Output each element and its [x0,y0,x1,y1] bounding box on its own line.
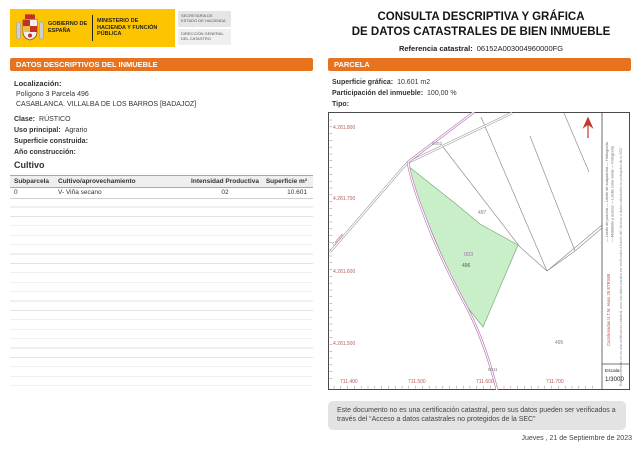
map-y-label: 4.281.700 [333,196,356,202]
map-x-label: 711.500 [408,379,426,385]
superficie-grafica-label: Superficie gráfica: [332,79,394,86]
ministerio-wordmark: MINISTERIO DE HACIENDA Y FUNCIÓN PÚBLICA [97,17,158,38]
superficie-construida-label: Superficie construida: [14,138,88,145]
map-y-label: 4.281.500 [333,341,356,347]
anio-construccion-label: Año construcción: [14,149,76,156]
ref-catastral-value: 06152A003004960000FG [476,43,564,53]
cell-cultivo: V- Viña secano [58,189,102,196]
road-parcel-label: 9011 [488,367,498,372]
ref-catastral [330,44,632,53]
map-x-label: 711.400 [340,379,358,385]
empty-table-rows [10,198,313,388]
cell-subparcela: 0 [14,189,18,196]
doc-title-line1: CONSULTA DESCRIPTIVA Y GRÁFICA [377,11,585,23]
scale-label: Escala: [605,369,621,374]
gobierno-wordmark: GOBIERNO DE ESPAÑA [48,21,88,34]
uso-principal-value: Agrario [64,127,88,134]
superficie-grafica-value: 10.601 m2 [397,79,431,86]
neighbor-parcel-label: 497 [478,210,487,216]
localizacion-label: Localización: [14,79,62,88]
cell-superficie: 10.601 [287,189,307,196]
banner-divider [92,15,93,41]
col-intensidad: Intensidad Productiva [191,178,259,185]
clase-label: Clase: [14,116,36,123]
col-subparcela: Subparcela [14,178,50,185]
spain-coat-of-arms-icon [15,12,45,44]
uso-principal-field [14,127,87,134]
participacion-field [332,90,457,97]
col-superficie: Superficie m² [265,178,307,185]
map-legend-line1: — Límite de parcela — Límite de subparcela — Hidrografía [605,142,609,242]
cadastral-map [328,112,630,390]
scale-value: 1/3000 [605,376,624,383]
doc-title-line2: DE DATOS CATASTRALES DE BIEN INMUEBLE [351,25,611,38]
section-header-datos-descriptivos: DATOS DESCRIPTIVOS DEL INMUEBLE [10,58,313,71]
doc-date: Jueves , 21 de Septiembre de 2023 [521,435,632,442]
cultivo-table [10,175,313,199]
cultivo-title: Cultivo [14,160,45,170]
col-cultivo: Cultivo/aprovechamiento [58,178,136,185]
doc-title-block [330,10,632,53]
map-legend-line2: — Mobiliario y aceras — Límite zona verde — Fotografía [610,146,615,242]
cultivo-table-header [10,175,313,188]
map-side-note: Este documento no es una certificación catastral, pero sus datos pueden ser verificados a través del “Acceso a datos catastrales no protegidos de la SEC” [619,146,623,386]
participacion-value: 100,00 % [427,90,457,97]
government-banner [10,9,175,47]
road-parcel-label: 9002 [432,141,443,146]
localizacion-line2: CASABLANCA. VILLALBA DE LOS BARROS [BADAJOZ] [16,101,197,108]
road-name-label: Camino [330,232,345,247]
direccion-box: DIRECCIÓN GENERAL DEL CATASTRO [178,29,231,45]
superficie-grafica-field [332,79,430,86]
map-y-label: 4.281.600 [333,269,356,275]
map-x-label: 711.600 [476,379,494,385]
map-x-label: 711.700 [546,379,564,385]
clase-field [14,116,71,123]
footer-note: Este documento no es una certificación catastral, pero sus datos pueden ser verificados a través del “Acceso a datos catastrales no protegidos de la SEC” [328,401,626,430]
secretaria-box: SECRETARÍA DE ESTADO DE HACIENDA [178,11,231,27]
tipo-label: Tipo: [332,101,349,108]
uso-principal-label: Uso principal: [14,127,61,134]
clase-value: RÚSTICO [39,116,71,123]
map-y-label: 4.281.800 [333,125,356,131]
neighbor-parcel-label: 495 [555,340,564,346]
localizacion-line1: Polígono 3 Parcela 496 [16,91,89,98]
ref-catastral-label: Referencia catastral: [398,43,473,53]
map-coords-text: Coordenadas U.T.M. Huso 29 ETRS89 [606,273,611,346]
parcela-number-label: 496 [462,263,471,269]
participacion-label: Participación del inmueble: [332,90,424,97]
subparcela-label: 003 [464,252,474,258]
cell-intensidad: 02 [221,189,229,196]
section-header-parcela: PARCELA [328,58,631,71]
